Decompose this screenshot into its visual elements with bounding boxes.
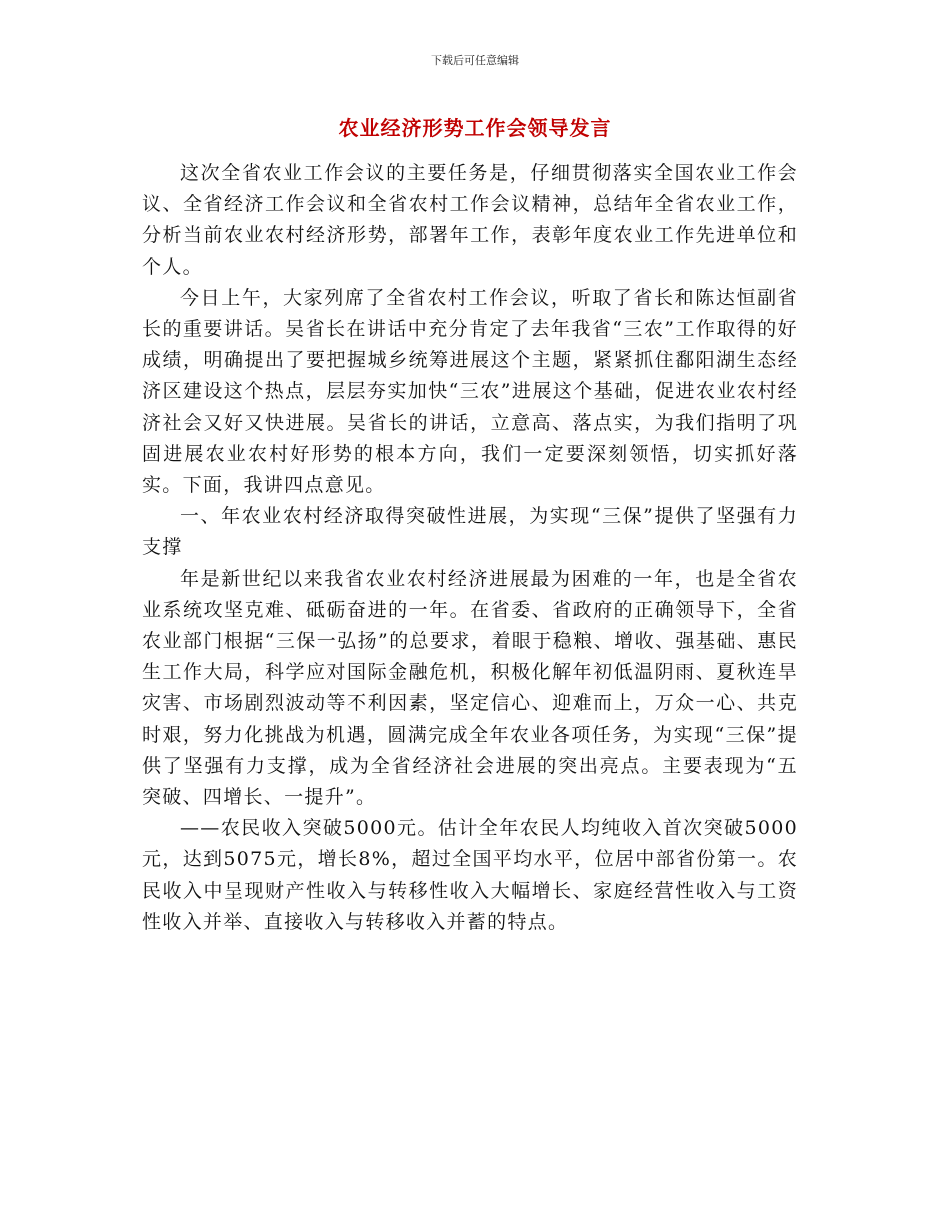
document-body bbox=[142, 158, 798, 938]
document-title: 农业经济形势工作会领导发言 bbox=[338, 116, 612, 140]
paragraph-income: ——农民收入突破5000元。估计全年农民人均纯收入首次突破5000元，达到5075元，增长8%，超过全国平均水平，位居中部省份第一。农民收入中呈现财产性收入与转移性收入大幅增长、家庭经营性收入与工资性收入并举、直接收入与转移收入并蓄的特点。 bbox=[142, 817, 798, 933]
paragraph-review: 年是新世纪以来我省农业农村经济进展最为困难的一年，也是全省农业系统攻坚克难、砥砺奋进的一年。在省委、省政府的正确领导下，全省农业部门根据“三保一弘扬”的总要求，着眼于稳粮、增收、强基础、惠民生工作大局，科学应对国际金融危机，积极化解年初低温阴雨、夏秋连旱灾害、市场剧烈波动等不利因素，坚定信心、迎难而上，万众一心、共克时艰，努力化挑战为机遇，圆满完成全年农业各项任务，为实现“三保”提供了坚强有力支撑，成为全省经济社会进展的突出亮点。主要表现为“五突破、四增长、一提升”。 bbox=[142, 567, 798, 809]
paragraph-meeting: 今日上午，大家列席了全省农村工作会议，听取了省长和陈达恒副省长的重要讲话。吴省长在讲话中充分肯定了去年我省“三农”工作取得的好成绩，明确提出了要把握城乡统筹进展这个主题，紧紧抓住鄱阳湖生态经济区建设这个热点，层层夯实加快“三农”进展这个基础，促进农业农村经济社会又好又快进展。吴省长的讲话，立意高、落点实，为我们指明了巩固进展农业农村好形势的根本方向，我们一定要深刻领悟，切实抓好落实。下面，我讲四点意见。 bbox=[142, 286, 798, 497]
section-heading-one: 一、年农业农村经济取得突破性进展，为实现“三保”提供了坚强有力支撑 bbox=[142, 505, 798, 559]
paragraph-intro: 这次全省农业工作会议的主要任务是，仔细贯彻落实全国农业工作会议、全省经济工作会议和全省农村工作会议精神，总结年全省农业工作，分析当前农业农村经济形势，部署年工作，表彰年度农业工作先进单位和个人。 bbox=[142, 162, 798, 278]
header-note: 下载后可任意编辑 bbox=[431, 54, 519, 67]
